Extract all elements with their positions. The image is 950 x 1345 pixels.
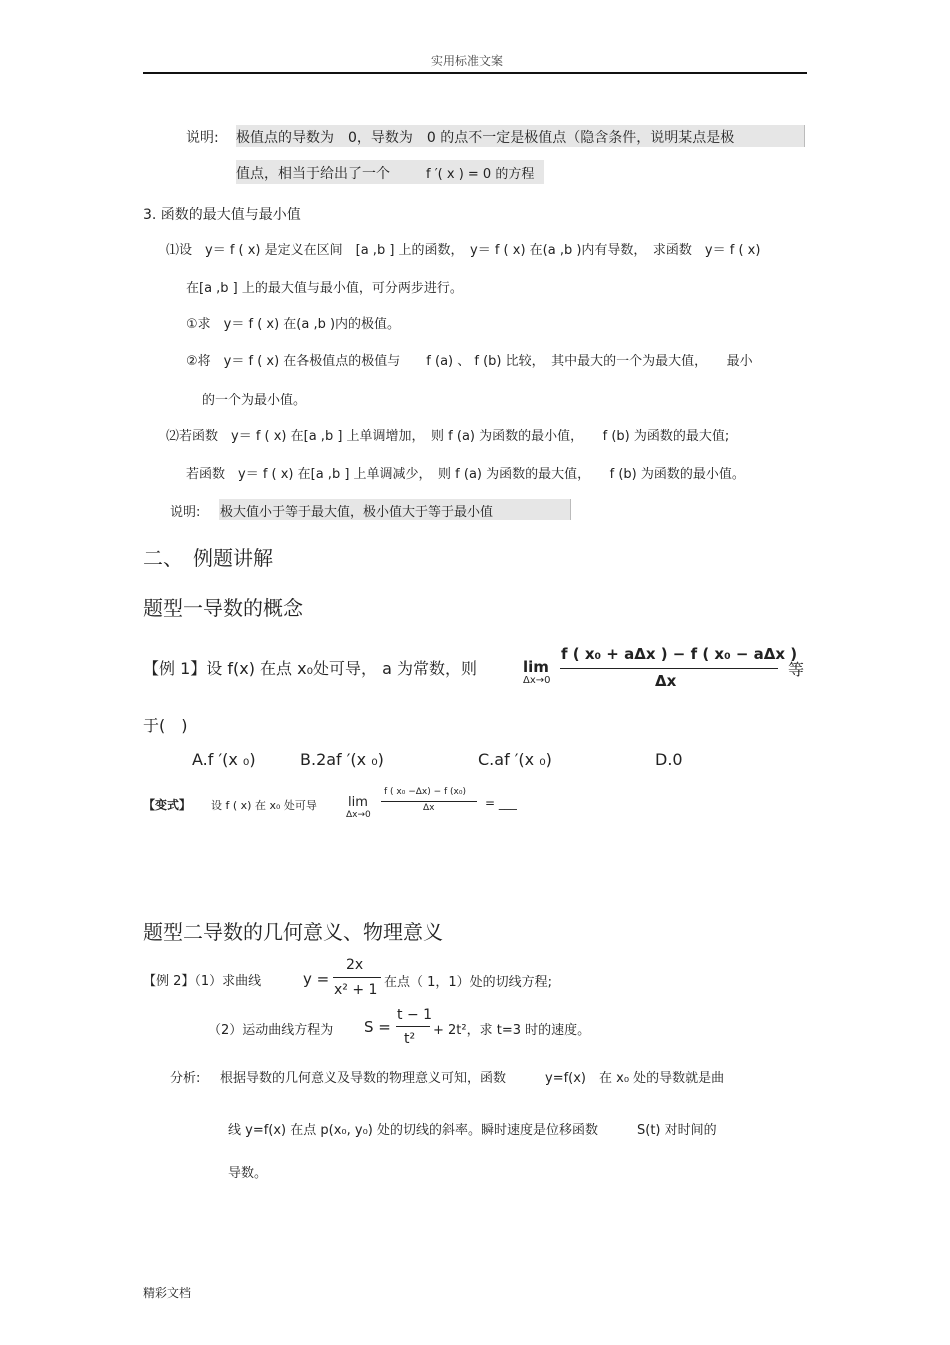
section3-step1: ①求 y＝ f ( x) 在(a ,b )内的极值。	[186, 317, 401, 332]
note1-label: 说明:	[186, 130, 219, 146]
header-rule	[143, 72, 807, 74]
section3-p2-line2: 若函数 y＝ f ( x) 在[a ,b ] 上单调减少， 则 f (a) 为函数的最大值， f (b) 为函数的最小值。	[186, 467, 745, 482]
example2-s-eq: S =	[364, 1018, 391, 1036]
page-footer: 精彩文档	[143, 1286, 192, 1300]
example1-denominator: Δx	[655, 672, 677, 690]
note1-line1: 极值点的导数为 0，导数为 0 的点不一定是极值点（隐含条件，说明某点是极	[236, 130, 735, 146]
example1-text: 【例 1】设 f(x) 在点 x₀处可导， a 为常数，则	[143, 659, 477, 678]
example1-lim-sub: Δx→0	[523, 675, 551, 686]
example1-bracket: 于( )	[143, 716, 188, 735]
example1-fraction-line	[560, 668, 778, 669]
variant-numerator: f ( x₀ −Δx) − f (x₀)	[384, 787, 466, 797]
variant-lim-sub: Δx→0	[346, 810, 371, 820]
variant-tail: = ___	[485, 796, 517, 810]
example2-num1: 2x	[346, 957, 364, 973]
variant-label: 【变式】	[143, 798, 192, 812]
example2-y-eq: y =	[303, 970, 330, 988]
section3-step2-line1: ②将 y＝ f ( x) 在各极值点的极值与 f (a) 、 f (b) 比较， 其中最大的一个为最大值， 最小	[186, 354, 753, 369]
option-b: B.2af ′(x ₀)	[300, 750, 384, 769]
example2-part2-text: （2）运动曲线方程为	[208, 1023, 334, 1038]
type2-title: 题型二导数的几何意义、物理意义	[143, 920, 443, 944]
variant-text: 设 f ( x) 在 x₀ 处可导	[211, 799, 317, 812]
example2-part2-tail: + 2t²，求 t=3 时的速度。	[433, 1023, 591, 1038]
example2-frac1-line	[333, 977, 381, 978]
option-a: A.f ′(x ₀)	[192, 750, 256, 769]
section3-note-text: 极大值小于等于最大值，极小值大于等于最小值	[220, 505, 494, 520]
section3-step2-line2: 的一个为最小值。	[202, 393, 307, 408]
example2-num2: t − 1	[397, 1007, 433, 1023]
option-c: C.af ′(x ₀)	[478, 750, 552, 769]
example2-label: 【例 2】（1）求曲线	[143, 974, 262, 989]
part2-title: 二、 例题讲解	[143, 546, 273, 570]
note1-line2-formula: f ′( x ) = 0 的方程	[426, 167, 535, 182]
variant-fraction-line	[381, 801, 477, 802]
example1-numerator: f ( x₀ + aΔx ) − f ( x₀ − aΔx )	[561, 645, 798, 663]
variant-denominator: Δx	[423, 803, 435, 813]
page-header-title: 实用标准文案	[431, 54, 504, 68]
analysis-line2: 线 y=f(x) 在点 p(x₀, y₀) 处的切线的斜率。瞬时速度是位移函数 S(t) 对时间的	[228, 1123, 717, 1138]
variant-lim: lim	[348, 795, 368, 810]
section3-p1-line1: ⑴设 y＝ f ( x) 是定义在区间 [a ,b ] 上的函数， y＝ f ( x) 在(a ,b )内有导数， 求函数 y＝ f ( x)	[166, 243, 761, 258]
example2-tail: 在点（ 1，1）处的切线方程;	[384, 975, 553, 990]
analysis-label: 分析:	[170, 1071, 201, 1086]
example2-den2: t²	[404, 1031, 416, 1047]
section3-note-label: 说明:	[170, 505, 201, 520]
example2-frac2-line	[396, 1026, 430, 1027]
note1-line2-text: 值点，相当于给出了一个	[236, 166, 390, 182]
section3-p1-line2: 在[a ,b ] 上的最大值与最小值，可分两步进行。	[186, 281, 463, 296]
section3-title: 3. 函数的最大值与最小值	[143, 207, 301, 223]
analysis-line1: 根据导数的几何意义及导数的物理意义可知，函数 y=f(x) 在 x₀ 处的导数就是曲	[220, 1071, 725, 1086]
section3-p2-line1: ⑵若函数 y＝ f ( x) 在[a ,b ] 上单调增加， 则 f (a) 为函数的最小值， f (b) 为函数的最大值;	[166, 429, 730, 444]
option-d: D.0	[655, 750, 683, 769]
example1-lim: lim	[523, 658, 549, 676]
example1-tail: 等	[788, 660, 805, 679]
analysis-line3: 导数。	[228, 1166, 268, 1181]
type1-title: 题型一导数的概念	[143, 596, 303, 620]
example2-den1: x² + 1	[334, 982, 378, 998]
